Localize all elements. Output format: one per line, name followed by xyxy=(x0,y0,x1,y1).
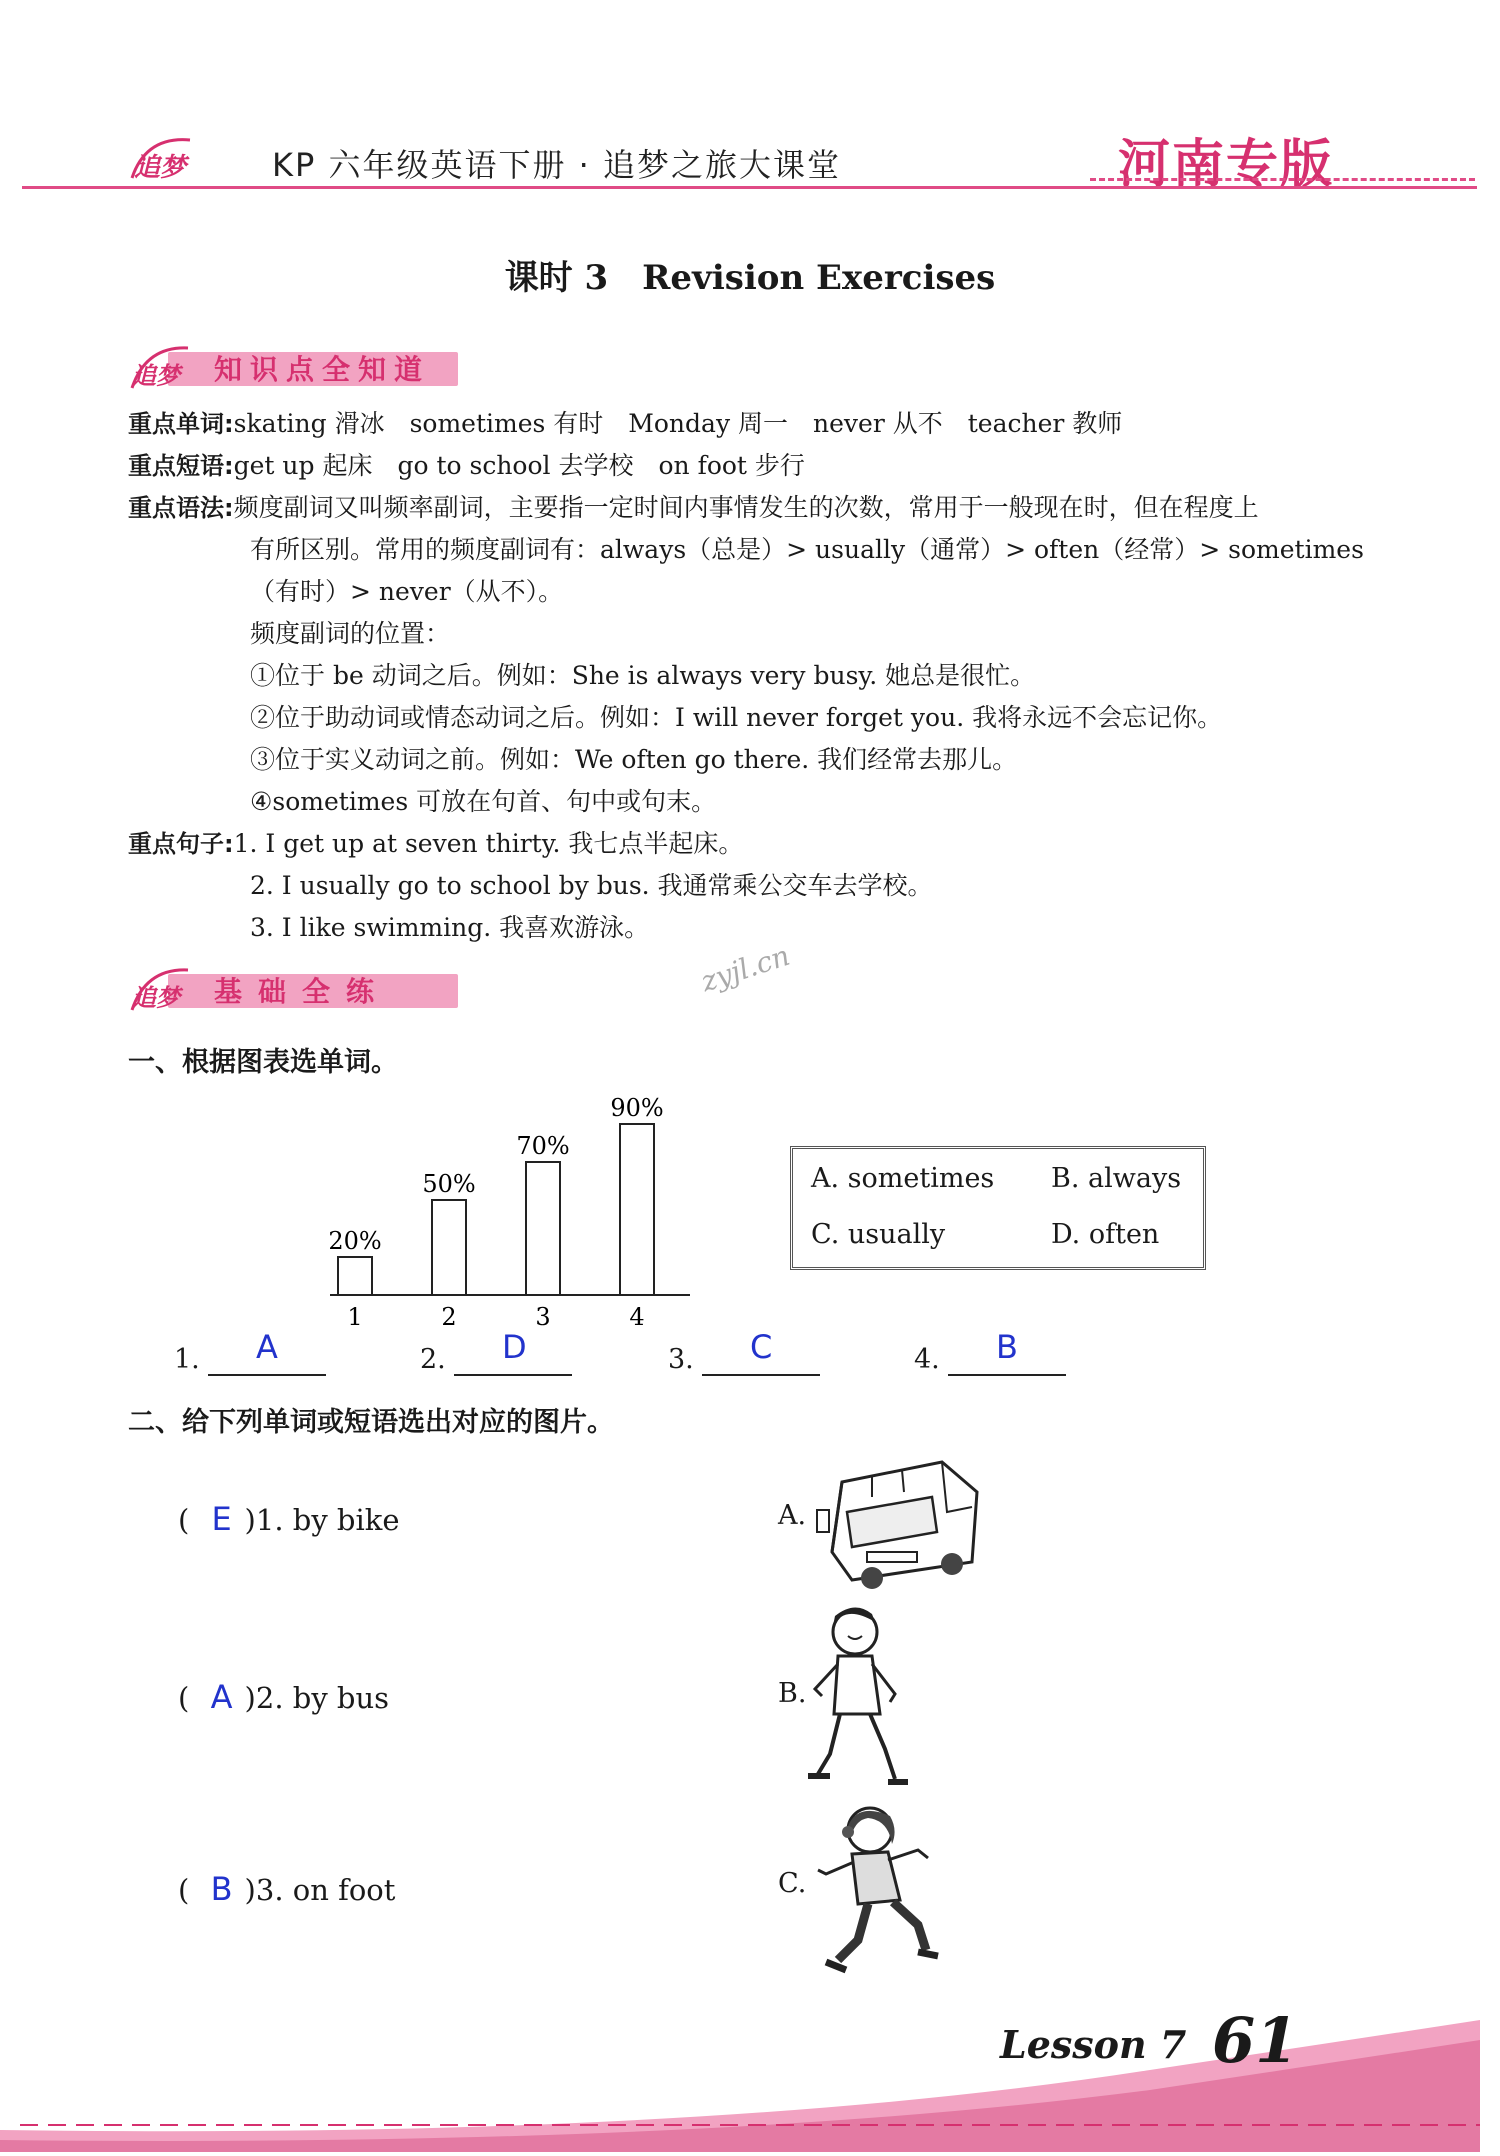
key-phrases-label: 重点短语: xyxy=(128,452,234,480)
paren-close: ) xyxy=(244,1681,256,1715)
sentence-line: 3. I like swimming. 我喜欢游泳。 xyxy=(250,913,650,942)
header-logo xyxy=(128,132,208,184)
answer-text: D xyxy=(502,1328,527,1366)
chart-bar xyxy=(432,1200,466,1295)
header-dash-divider xyxy=(1090,178,1475,181)
chart-data-label: 20% xyxy=(328,1227,382,1255)
match-text: 1. by bike xyxy=(255,1503,400,1537)
blank-4 xyxy=(914,1328,1074,1378)
bus-icon xyxy=(812,1452,982,1592)
chart-tick-label: 1 xyxy=(347,1303,363,1331)
match-text: 2. by bus xyxy=(255,1681,390,1715)
option-a: A. sometimes xyxy=(811,1163,995,1194)
header-divider xyxy=(22,186,1477,189)
grammar-line: ①位于 be 动词之后。例如：She is always very busy. 她总是很忙。 xyxy=(250,661,1036,690)
key-sentences-label: 重点句子: xyxy=(128,830,234,858)
paren-open: ( xyxy=(178,1873,190,1907)
page-number: 61 xyxy=(1212,2004,1299,2077)
blank-number: 4. xyxy=(914,1344,940,1375)
match-answer: B xyxy=(210,1870,233,1908)
grammar-line: ③位于实义动词之前。例如：We often go there. 我们经常去那儿。 xyxy=(250,745,1018,774)
chart-bar xyxy=(338,1257,372,1295)
section-banner-practice xyxy=(128,962,468,1014)
match-item-1 xyxy=(178,1500,400,1538)
chart-data-label: 90% xyxy=(610,1094,664,1122)
blank-number: 3. xyxy=(668,1344,694,1375)
banner-logo-icon xyxy=(128,340,208,392)
banner-logo-icon xyxy=(128,962,208,1014)
paren-close: ) xyxy=(244,1873,256,1907)
key-phrases-text: get up 起床 go to school 去学校 on foot 步行 xyxy=(233,451,805,480)
key-grammar xyxy=(128,487,1259,529)
picture-label-c: C. xyxy=(778,1868,807,1899)
sentence-line: 1. I get up at seven thirty. 我七点半起床。 xyxy=(233,829,744,858)
section-banner-knowledge xyxy=(128,340,468,392)
answer-text: B xyxy=(996,1328,1018,1366)
blank-1 xyxy=(174,1328,334,1378)
book-title: KP 六年级英语下册 · 追梦之旅大课堂 xyxy=(272,146,841,184)
section-banner-label: 基础全练 xyxy=(214,975,391,1008)
chart-tick-label: 3 xyxy=(535,1303,551,1331)
watermark: zyjl.cn xyxy=(697,938,794,999)
key-sentences xyxy=(128,823,743,865)
match-item-3 xyxy=(178,1870,395,1908)
chart-data-label: 70% xyxy=(516,1132,570,1160)
edition-label: 河南专版 xyxy=(1118,135,1335,195)
option-c: C. usually xyxy=(811,1219,946,1250)
paren-close: ) xyxy=(244,1503,256,1537)
chart-tick-label: 4 xyxy=(629,1303,645,1331)
chart-data-label: 50% xyxy=(422,1170,476,1198)
blank-2 xyxy=(420,1328,580,1378)
answer-text: A xyxy=(256,1328,278,1366)
chart-bar xyxy=(620,1124,654,1295)
paren-open: ( xyxy=(178,1681,190,1715)
blank-number: 2. xyxy=(420,1344,446,1375)
question-2-title: 二、给下列单词或短语选出对应的图片。 xyxy=(128,1407,614,1438)
svg-text:追梦: 追梦 xyxy=(132,984,180,1012)
key-phrases xyxy=(128,445,805,487)
running-girl-icon xyxy=(808,1800,968,1980)
chart-svg xyxy=(300,1085,700,1335)
key-words-label: 重点单词: xyxy=(128,410,234,438)
footer-lesson: Lesson 7 xyxy=(1000,2022,1187,2067)
grammar-line: ④sometimes 可放在句首、句中或句末。 xyxy=(250,787,717,816)
section-banner-label: 知识点全知道 xyxy=(214,353,431,386)
options-box xyxy=(790,1146,1206,1270)
sentence-line: 2. I usually go to school by bus. 我通常乘公交车去学校。 xyxy=(250,871,933,900)
picture-label-a: A. xyxy=(778,1500,807,1531)
option-d: D. often xyxy=(1051,1219,1160,1250)
match-item-2 xyxy=(178,1678,389,1716)
grammar-line: 频度副词的位置： xyxy=(250,619,451,648)
logo-text: 追梦 xyxy=(134,153,187,183)
match-answer: A xyxy=(210,1678,233,1716)
match-text: 3. on foot xyxy=(255,1873,396,1907)
match-answer: E xyxy=(211,1500,232,1538)
picture-label-b: B. xyxy=(778,1678,807,1709)
blank-number: 1. xyxy=(174,1344,200,1375)
walking-boy-icon xyxy=(800,1604,930,1794)
option-b: B. always xyxy=(1051,1163,1182,1194)
lesson-title: 课时 3 Revision Exercises xyxy=(504,258,996,298)
blank-3 xyxy=(668,1328,828,1378)
chart-bar xyxy=(526,1162,560,1295)
svg-text:追梦: 追梦 xyxy=(132,362,180,390)
paren-open: ( xyxy=(178,1503,190,1537)
frequency-bar-chart xyxy=(300,1085,700,1335)
key-words xyxy=(128,403,1122,445)
grammar-line: ②位于助动词或情态动词之后。例如：I will never forget you. 我将永远不会忘记你。 xyxy=(250,703,1223,732)
answer-text: C xyxy=(750,1328,773,1366)
key-words-text: skating 滑冰 sometimes 有时 Monday 周一 never 从不 teacher 教师 xyxy=(233,409,1123,438)
grammar-line: 有所区别。常用的频度副词有：always（总是）> usually（通常）> often（经常）> sometimes xyxy=(250,535,1364,564)
chart-tick-label: 2 xyxy=(441,1303,457,1331)
grammar-line: （有时）> never（从不）。 xyxy=(250,577,564,606)
question-1-title: 一、根据图表选单词。 xyxy=(128,1047,398,1078)
key-grammar-label: 重点语法: xyxy=(128,494,234,522)
grammar-line: 频度副词又叫频率副词，主要指一定时间内事情发生的次数，常用于一般现在时，但在程度上 xyxy=(233,493,1259,522)
